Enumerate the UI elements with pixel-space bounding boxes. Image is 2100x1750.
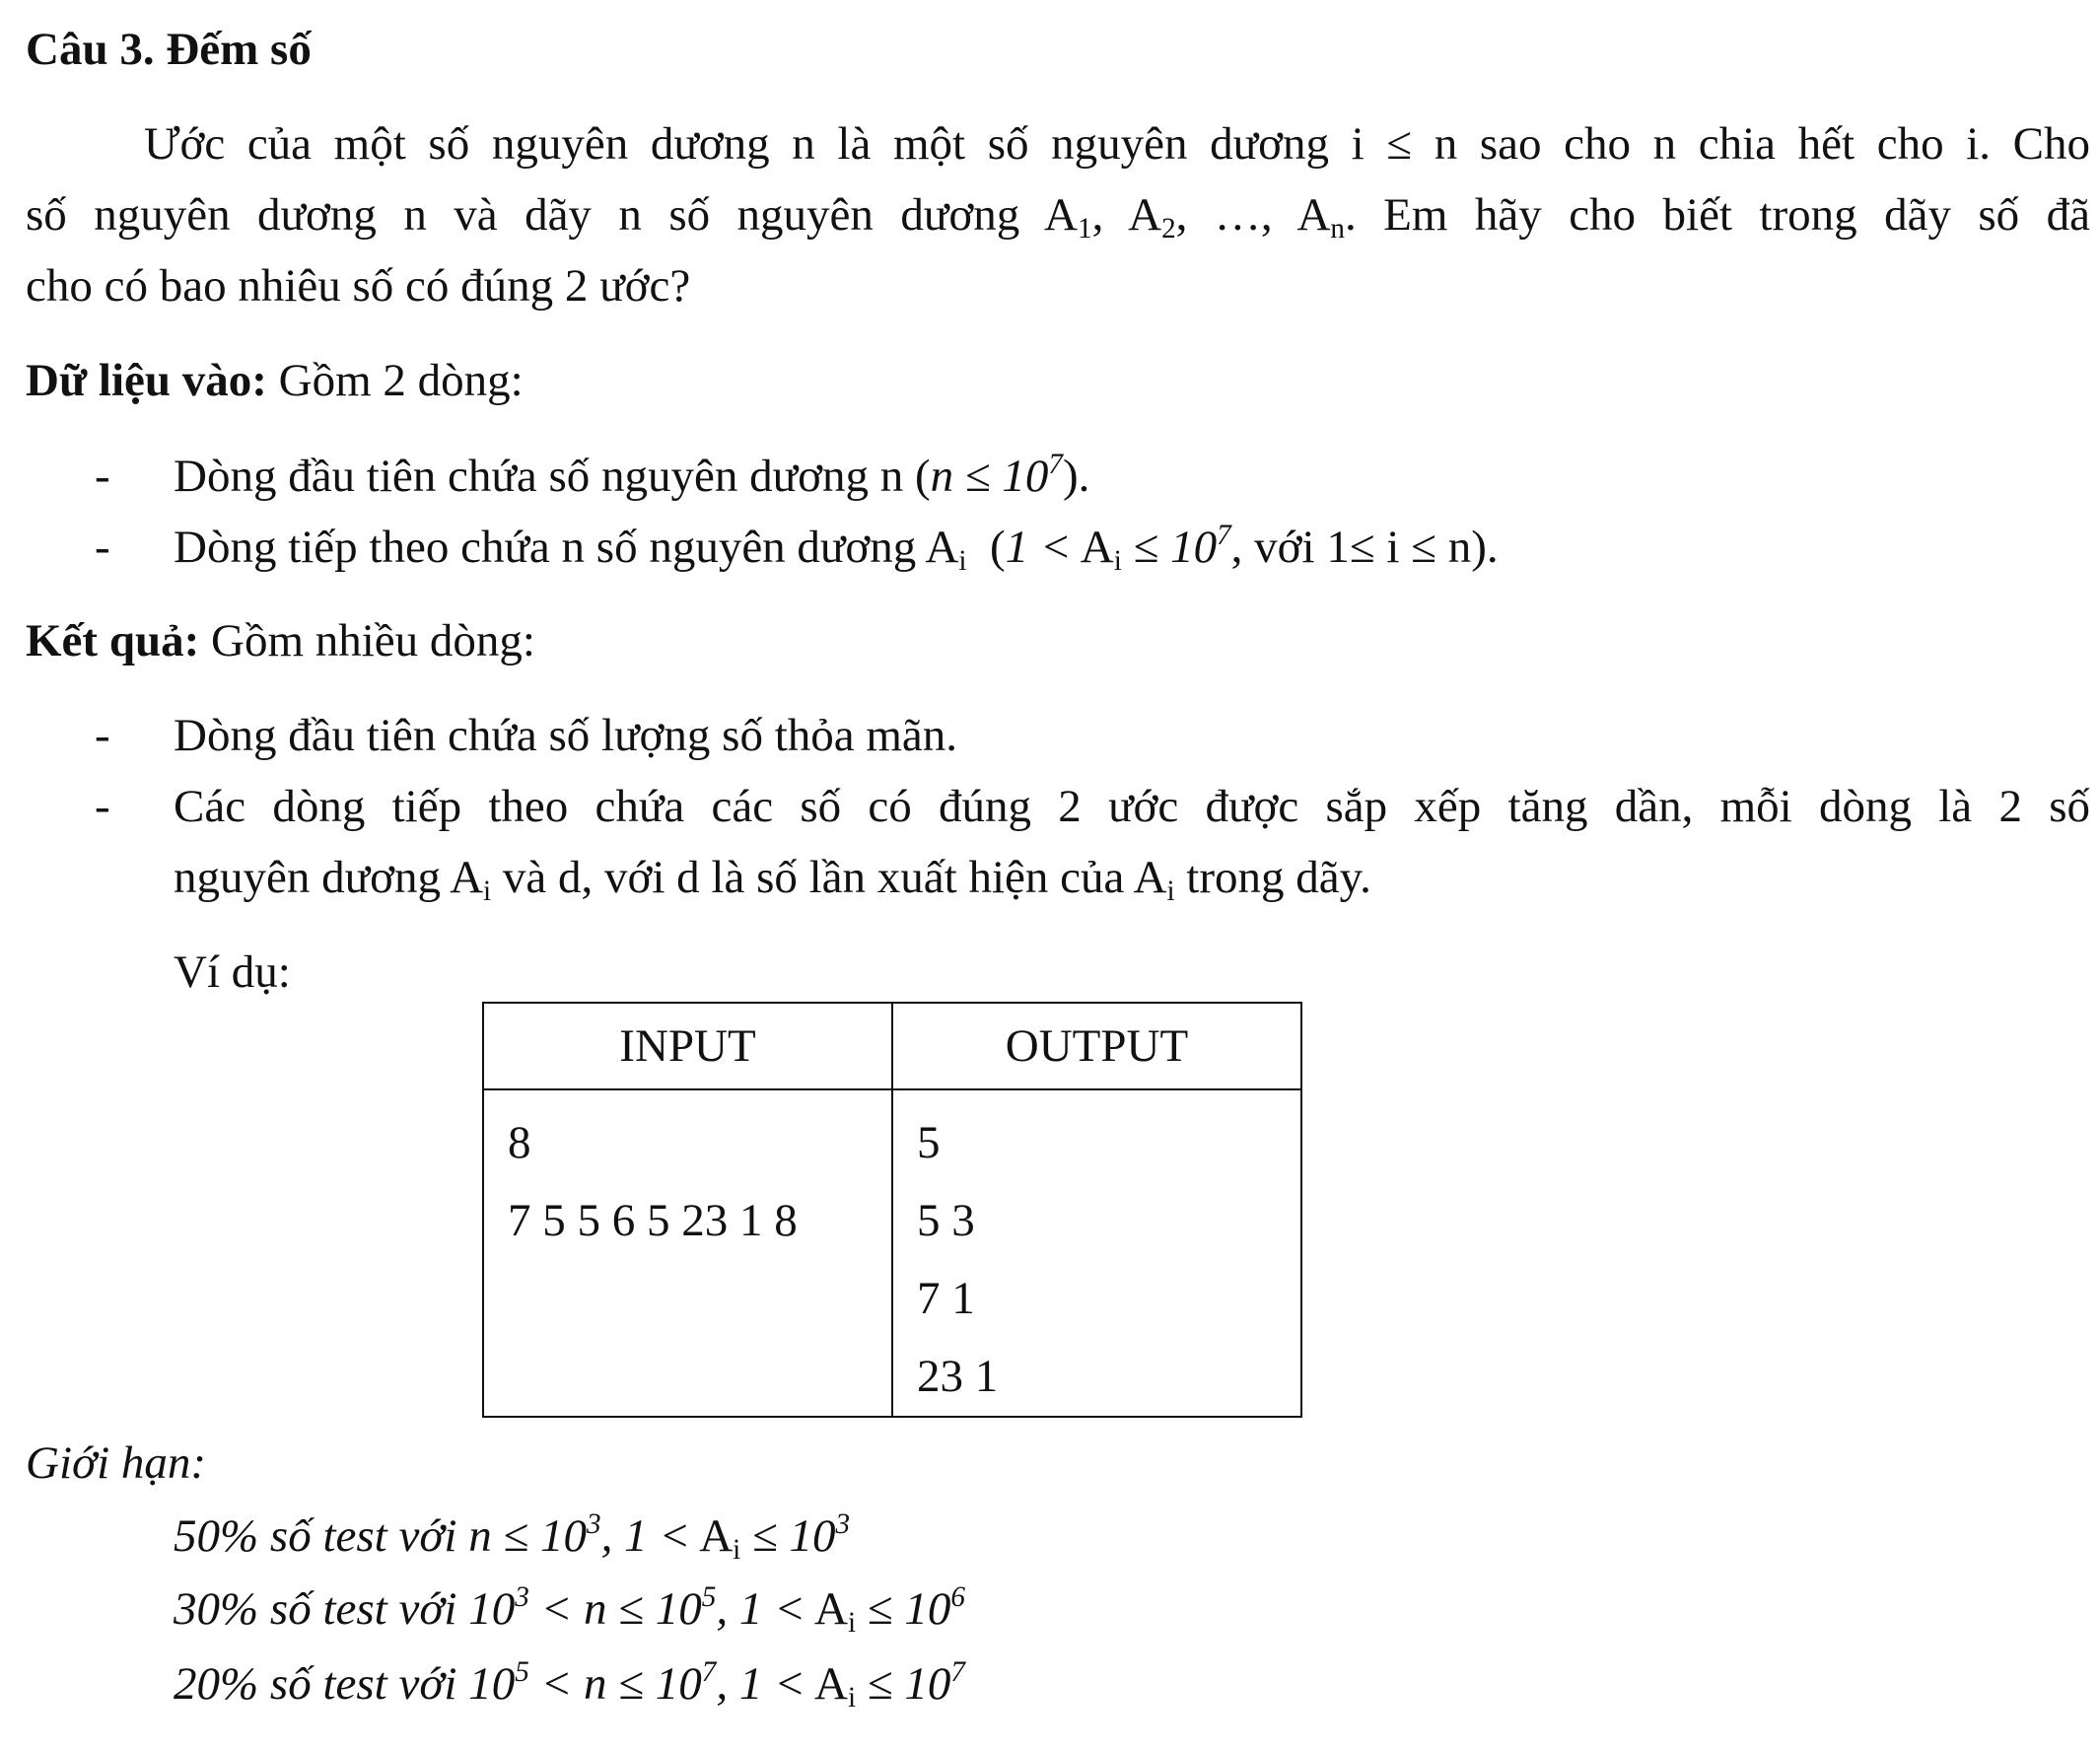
output-item-1: Dòng đầu tiên chứa số lượng số thỏa mãn. <box>174 710 958 761</box>
input-line: 7 5 5 6 5 23 1 8 <box>508 1195 798 1246</box>
limits-label: Giới hạn: <box>26 1437 207 1489</box>
intro-line-1: Ước của một số nguyên dương n là một số nguyên dương i ≤ n sao cho n chia hết cho i. Cho <box>144 118 2090 170</box>
output-header: OUTPUT <box>892 1003 1301 1089</box>
output-line: 7 1 <box>917 1273 975 1324</box>
output-item-2-dash: - <box>95 781 110 832</box>
input-line: 8 <box>508 1117 531 1168</box>
limit-line-1: 50% số test với $n \le 10^3$, $1 < A_i \le 10^3$ <box>174 1507 851 1567</box>
limit-line-2: 30% số test với $10^3 < n \le 10^5$, $1 < A_i \le 10^6$ <box>174 1580 965 1640</box>
input-cell <box>483 1089 892 1417</box>
limit-line-3: 20% số test với $10^5 < n \le 10^7$, $1 < A_i \le 10^7$ <box>174 1655 965 1715</box>
example-table <box>482 1002 1302 1418</box>
input-section-heading: Dữ liệu vào: Gồm 2 dòng: <box>26 355 524 406</box>
output-item-2-line-1: Các dòng tiếp theo chứa các số có đúng 2 ước được sắp xếp tăng dần, mỗi dòng là 2 số <box>174 781 2090 832</box>
example-label: Ví dụ: <box>174 946 291 998</box>
input-item-2-dash: - <box>95 522 110 573</box>
problem-title: Câu 3. Đếm số <box>26 24 312 75</box>
input-header: INPUT <box>483 1003 892 1089</box>
output-section-heading: Kết quả: Gồm nhiều dòng: <box>26 615 535 666</box>
input-item-1-dash: - <box>95 451 110 502</box>
intro-line-2: số nguyên dương n và dãy n số nguyên dương $A_1$, $A_2$, …, $A_n$. Em hãy cho biết trong dãy số đã <box>26 189 2090 245</box>
intro-line-3: cho có bao nhiêu số có đúng 2 ước? <box>26 260 691 312</box>
output-cell <box>892 1089 1301 1417</box>
output-line: 5 <box>917 1117 941 1168</box>
output-line: 23 1 <box>917 1351 999 1402</box>
input-item-2: Dòng tiếp theo chứa n số nguyên dương $A_i$ ($1 < A_i \le 10^7$, với 1≤ i ≤ n). <box>174 519 1499 578</box>
input-item-1: Dòng đầu tiên chứa số nguyên dương n $(n \le 10^7)$. <box>174 448 1090 502</box>
output-item-1-dash: - <box>95 710 110 761</box>
output-item-2-line-2: nguyên dương $A_i$ và d, với d là số lần xuất hiện của $A_i$ trong dãy. <box>174 852 1371 908</box>
output-line: 5 3 <box>917 1195 975 1246</box>
